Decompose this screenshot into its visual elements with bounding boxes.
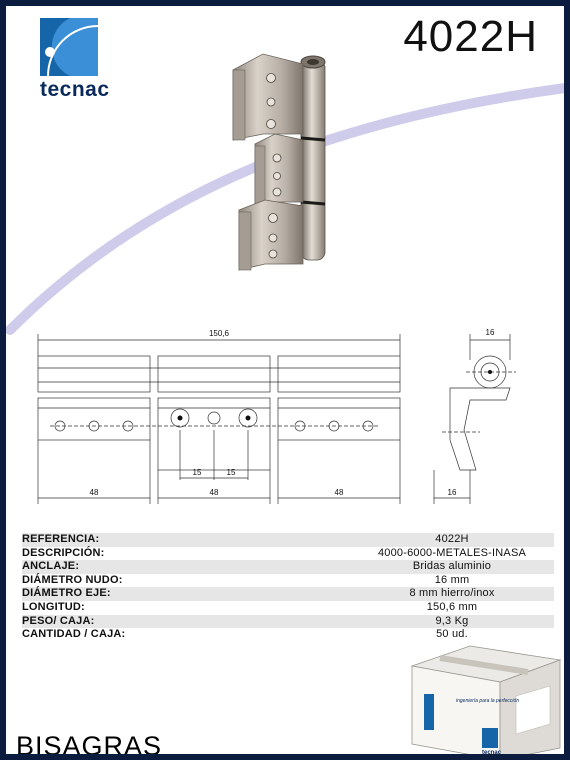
spec-row [22, 560, 554, 574]
spec-value: 4022H [435, 533, 469, 545]
specs-table [22, 533, 554, 642]
reference-title: 4022H [403, 12, 538, 61]
logo-text: tecnac [40, 78, 110, 101]
spec-row [22, 601, 554, 615]
spec-value: 16 mm [434, 573, 470, 586]
spec-value: 4000-6000-METALES-INASA [377, 546, 527, 559]
dim-segment-a: 48 [89, 488, 99, 497]
spec-row [22, 533, 554, 547]
spec-value: Bridas aluminio [412, 560, 492, 573]
spec-label: DESCRIPCIÓN: [22, 546, 105, 559]
spec-label: DIÁMETRO EJE: [22, 587, 111, 600]
spec-row [22, 574, 554, 588]
spec-label: DIÁMETRO NUDO: [22, 573, 123, 586]
dim-spacing-2: 15 [226, 468, 236, 477]
spec-label: PESO/ CAJA: [22, 614, 95, 627]
spec-label: LONGITUD: [22, 600, 85, 613]
hinge-product-image [215, 42, 355, 272]
spec-label: ANCLAJE: [22, 560, 80, 573]
spec-label: REFERENCIA: [22, 533, 100, 545]
dim-side-width: 16 [447, 488, 457, 497]
spec-value: 150,6 mm [426, 600, 478, 613]
spec-row [22, 615, 554, 629]
dim-spacing-1: 15 [192, 468, 202, 477]
spec-value: 9,3 Kg [435, 614, 469, 627]
box-slogan: ingeniería para la perfección [456, 698, 520, 704]
dim-segment-b: 48 [209, 488, 219, 497]
spec-row [22, 587, 554, 601]
tecnac-logo [40, 18, 110, 101]
dim-section-width: 16 [485, 328, 495, 337]
spec-value: 50 ud. [436, 628, 468, 641]
spec-row [22, 547, 554, 561]
dim-total-length: 150,6 [208, 329, 230, 338]
spec-value: 8 mm hierro/inox [409, 587, 495, 600]
packaging-box-image [400, 640, 570, 760]
dim-segment-c: 48 [334, 488, 344, 497]
box-brand: tecnac [482, 750, 502, 756]
technical-drawing [30, 320, 550, 520]
spec-label: CANTIDAD / CAJA: [22, 628, 126, 641]
logo-mark [40, 18, 98, 76]
category-title: BISAGRAS [16, 731, 163, 760]
